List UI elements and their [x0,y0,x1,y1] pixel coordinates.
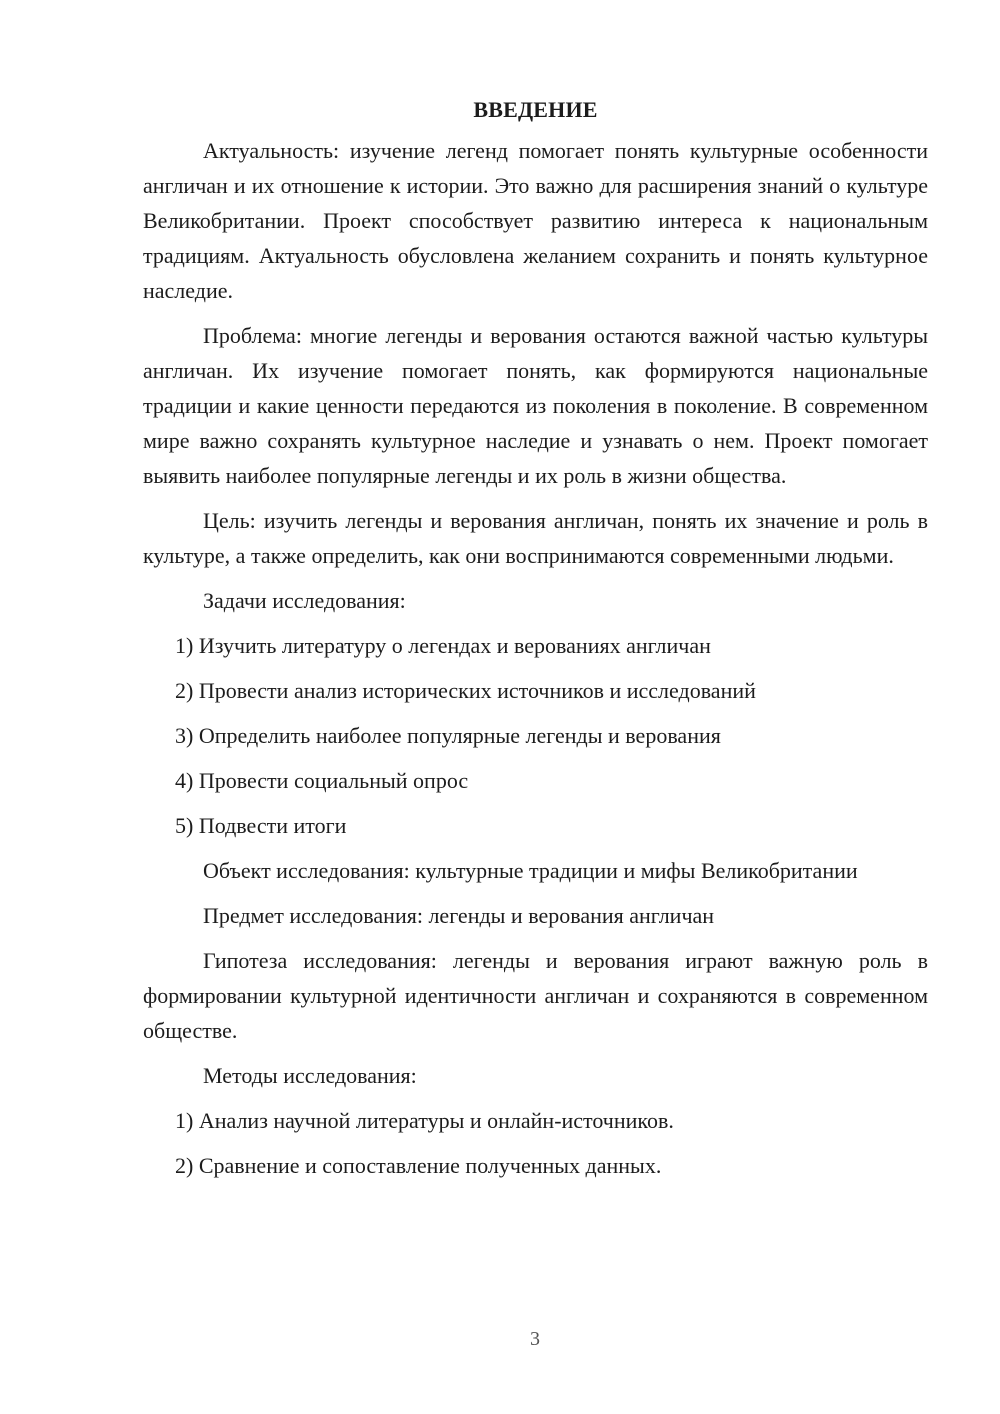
list-item: 3) Определить наиболее популярные легенды и верования [175,723,721,748]
problem-paragraph: Проблема: многие легенды и верования остаются важной частью культуры англичан. Их изучение помогает понять, как формируются национальные традиции и какие ценности передаются из поколения в поколение. В современном мире важно сохранять культурное наследие и узнавать о нем. Проект помогает выявить наиболее популярные легенды и их роль в жизни общества. [143,323,928,488]
page-content [143,92,928,1193]
subject-paragraph: Предмет исследования: легенды и верования англичан [203,903,715,928]
hypothesis-paragraph: Гипотеза исследования: легенды и верования играют важную роль в формировании культурной идентичности англичан и сохраняются в современном обществе. [143,948,928,1043]
list-item: 1) Изучить литературу о легендах и верованиях англичан [175,633,711,658]
list-item: 2) Провести анализ исторических источников и исследований [175,678,756,703]
methods-heading: Методы исследования: [203,1063,417,1088]
relevance-paragraph: Актуальность: изучение легенд помогает понять культурные особенности англичан и их отношение к истории. Это важно для расширения знаний о культуре Великобритании. Проект способствует развитию интереса к национальным традициям. Актуальность обусловлена желанием сохранить и понять культурное наследие. [143,138,928,303]
page-title: ВВЕДЕНИЕ [473,97,598,122]
list-item: 1) Анализ научной литературы и онлайн-источников. [175,1108,674,1133]
list-item: 4) Провести социальный опрос [175,768,469,793]
object-paragraph: Объект исследования: культурные традиции и мифы Великобритании [203,858,858,883]
methods-list [143,1103,928,1183]
tasks-list [143,628,928,843]
goal-paragraph: Цель: изучить легенды и верования англичан, понять их значение и роль в культуре, а также определить, как они воспринимаются современными людьми. [143,508,928,568]
list-item: 5) Подвести итоги [175,813,347,838]
page-number: 3 [530,1328,540,1350]
tasks-heading: Задачи исследования: [203,588,406,613]
list-item: 2) Сравнение и сопоставление полученных данных. [175,1153,662,1178]
